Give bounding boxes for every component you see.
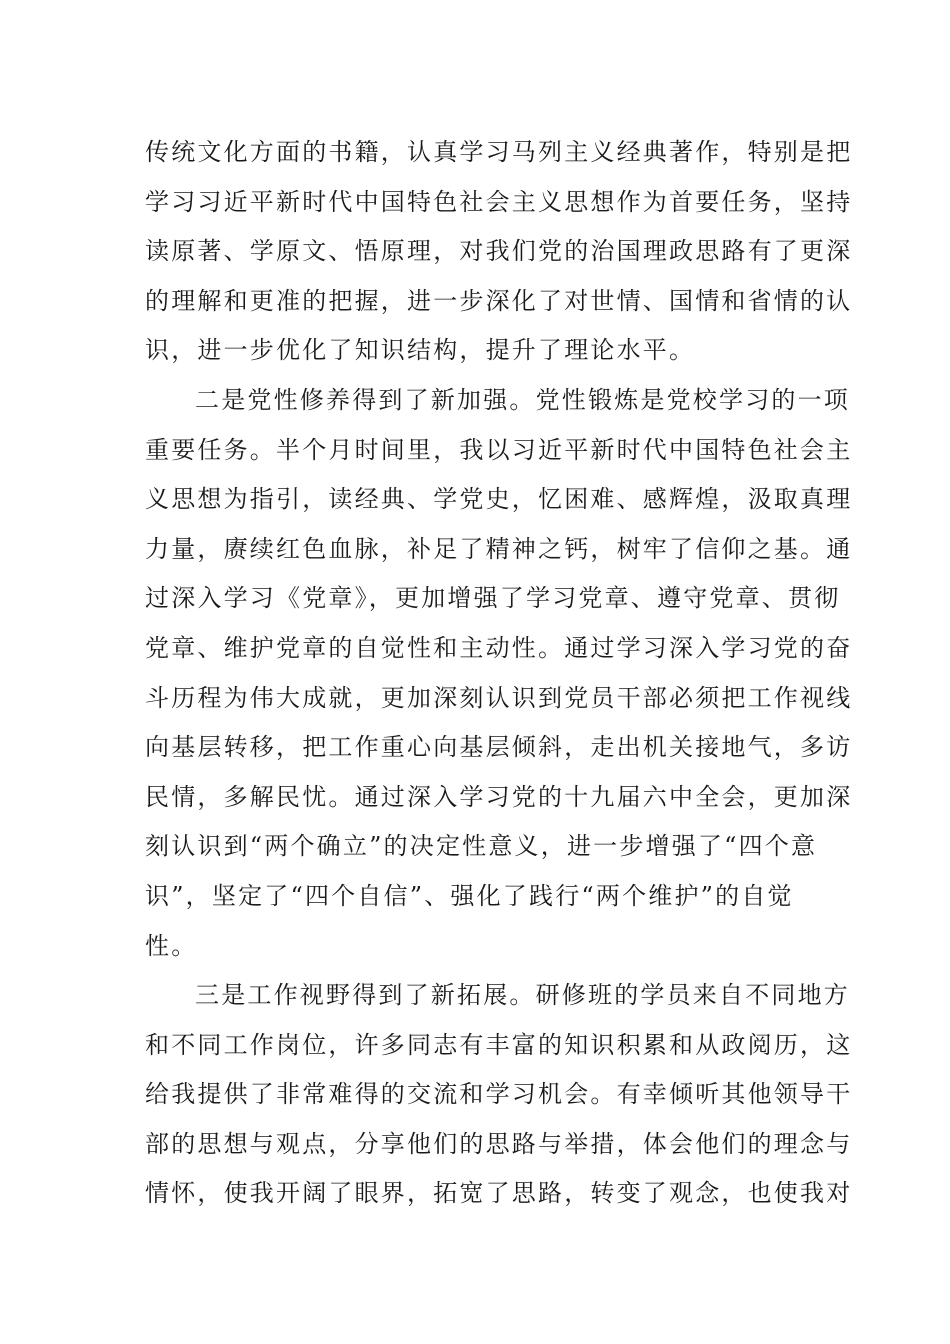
text-line: 读原著、学原文、悟原理，对我们党的治国理政思路有了更深 — [145, 237, 853, 266]
text-line: 传统文化方面的书籍，认真学习马列主义经典著作，特别是把 — [145, 138, 853, 166]
text-line: 重要任务。半个月时间里，我以习近平新时代中国特色社会主 — [145, 435, 853, 464]
text-line: 三是工作视野得到了新拓展。研修班的学员来自不同地方 — [195, 981, 850, 1010]
text-line: 党章、维护党章的自觉性和主动性。通过学习深入学习党的奋 — [145, 633, 853, 662]
text-line: 识，进一步优化了知识结构，提升了理论水平。 — [145, 336, 696, 365]
text-line: 二是党性修养得到了新加强。党性锻炼是党校学习的一项 — [195, 385, 850, 414]
text-line: 和不同工作岗位，许多同志有丰富的知识积累和从政阅历，这 — [145, 1030, 853, 1059]
text-line: 性。 — [145, 931, 198, 960]
text-line: 民情，多解民忧。通过深入学习党的十九届六中全会，更加深 — [145, 782, 853, 811]
text-line: 给我提供了非常难得的交流和学习机会。有幸倾听其他领导干 — [145, 1080, 853, 1109]
text-line: 识”，坚定了“四个自信”、强化了践行“两个维护”的自觉 — [145, 881, 794, 910]
text-line: 斗历程为伟大成就，更加深刻认识到党员干部必须把工作视线 — [145, 683, 853, 712]
text-line: 过深入学习《党章》，更加增强了学习党章、遵守党章、贯彻 — [145, 584, 841, 613]
text-line: 刻认识到“两个确立”的决定性意义，进一步增强了“四个意 — [145, 832, 818, 861]
text-line: 向基层转移，把工作重心向基层倾斜，走出机关接地气，多访 — [145, 733, 853, 762]
body-text — [145, 128, 853, 1219]
text-line: 义思想为指引，读经典、学党史，忆困难、感辉煌，汲取真理 — [145, 485, 853, 514]
text-line: 情怀，使我开阔了眼界，拓宽了思路，转变了观念，也使我对 — [145, 1179, 853, 1208]
text-line: 部的思想与观点，分享他们的思路与举措，体会他们的理念与 — [145, 1129, 853, 1158]
text-line: 的理解和更准的把握，进一步深化了对世情、国情和省情的认 — [145, 286, 853, 315]
text-line: 学习习近平新时代中国特色社会主义思想作为首要任务，坚持 — [145, 187, 853, 216]
text-line: 力量，赓续红色血脉，补足了精神之钙，树牢了信仰之基。通 — [145, 534, 853, 563]
